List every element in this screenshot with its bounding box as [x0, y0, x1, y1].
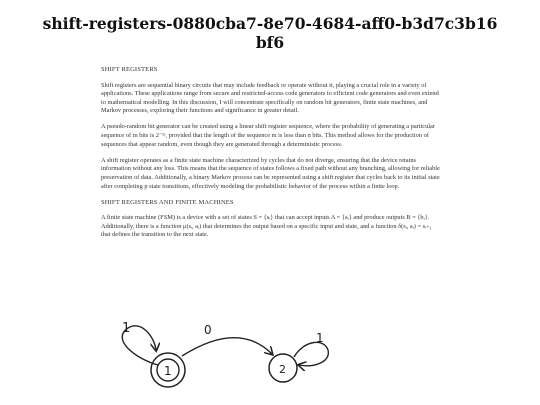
document-body — [101, 66, 441, 248]
document-title: shift-registers-0880cba7-8e70-4684-aff0-b3d7c3b16bf6 — [42, 14, 498, 52]
transition-label: 1 — [316, 331, 324, 345]
paragraph: A finite state machine (FSM) is a device with a set of states S = {sᵢ} that can accept inputs A = {aᵢ} and produce outputs B = {bᵢ}. Additionally, there is a function μ(sᵢ, aᵢ) that determines the output based on a specific input and state, and a function δ(sᵢ, aᵢ) = sᵢ₊₁ that defines the transition to the next state. — [101, 214, 432, 239]
paragraph: A pseudo-random bit generator can be created using a linear shift register sequence, where the probability of generating a particular sequence of m bits is 2⁻ᵐ, provided that the length of the sequence m is less than n bits. This method allows for the production of sequences that appear random, even though they are generated through a deterministic process. — [101, 123, 435, 148]
section-heading: SHIFT REGISTERS — [101, 66, 158, 73]
paragraph: A shift register operates as a finite state machine characterized by cycles that do not diverge, ensuring that the device retains information without any loss. This means that the sequence of states follows a fixed path without any branching, allowing for reliable preservation of data. Additionally, a binary Markov process can be represented using a shift register that cycles back to its initial state after completing p state transitions, effectively modeling the probabilistic behavior of the process within a finite loop. — [101, 156, 440, 190]
transition-label: 1 — [122, 321, 131, 336]
section-heading: SHIFT REGISTERS AND FINITE MACHINES — [101, 198, 234, 206]
state-label: 1 — [164, 364, 172, 378]
state-label: 2 — [279, 363, 286, 376]
paragraph: Shift registers are sequential binary circuits that may include feedback or operate without it, playing a crucial role in a variety of applications. These applications range from secure and restricted-access code generators to efficient code generators and even extend to mathematical modelling. In this discussion, I will concentrate specifically on random bit generators, finite state machines, and Markov processes, exploring their functions and significance in greater detail. — [101, 81, 439, 115]
self-loop-arrow-state-2 — [294, 342, 328, 365]
state-diagram — [100, 310, 440, 405]
state-diagram-drawing — [100, 310, 440, 405]
transition-arrow-1-to-2 — [182, 338, 272, 356]
transition-label: 0 — [204, 323, 212, 337]
